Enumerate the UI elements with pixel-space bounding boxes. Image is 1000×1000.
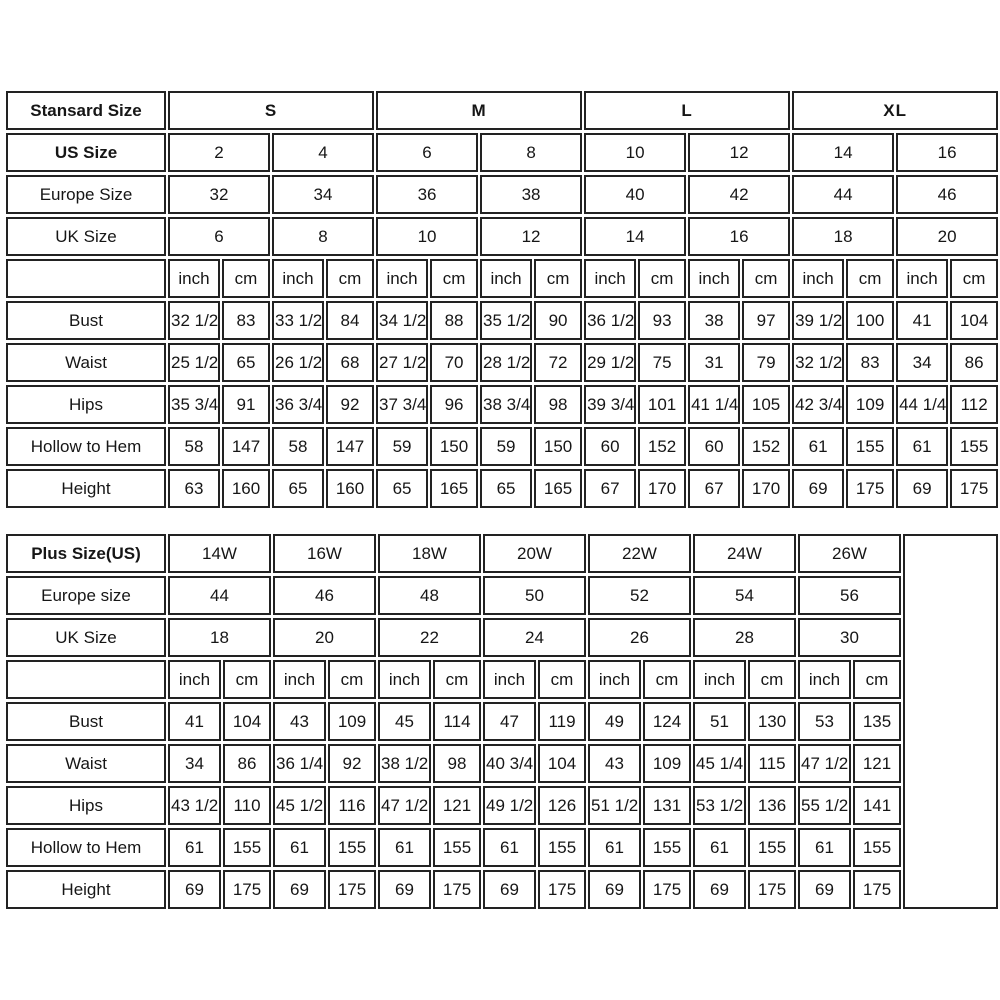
plus-size-value-cell: 26 (588, 618, 691, 657)
plus-unit-header: inch (483, 660, 536, 699)
standard-size-value-cell: 46 (896, 175, 998, 214)
standard-unit-header: inch (376, 259, 428, 298)
plus-measure-value-cell: 41 (168, 702, 221, 741)
plus-row-label: UK Size (6, 618, 166, 657)
plus-measure-value-cell: 53 (798, 702, 851, 741)
standard-unit-header: inch (168, 259, 220, 298)
standard-measure-value-cell: 105 (742, 385, 790, 424)
standard-measure-value-cell: 170 (742, 469, 790, 508)
standard-unit-header: cm (950, 259, 998, 298)
standard-measure-value-cell: 98 (534, 385, 582, 424)
plus-measure-value-cell: 51 1/2 (588, 786, 641, 825)
plus-measure-value-cell: 61 (273, 828, 326, 867)
plus-measure-value-cell: 69 (168, 870, 221, 909)
standard-row-label: Hollow to Hem (6, 427, 166, 466)
plus-measure-value-cell: 51 (693, 702, 746, 741)
plus-measure-value-cell: 45 1/4 (693, 744, 746, 783)
plus-unit-header: cm (223, 660, 271, 699)
plus-size-value-cell: 52 (588, 576, 691, 615)
plus-measure-value-cell: 47 (483, 702, 536, 741)
plus-size-group-header: 22W (588, 534, 691, 573)
plus-size-value-cell: 20 (273, 618, 376, 657)
plus-unit-header: cm (748, 660, 796, 699)
standard-measure-value-cell: 35 1/2 (480, 301, 532, 340)
plus-measure-value-cell: 61 (588, 828, 641, 867)
plus-measure-value-cell: 36 1/4 (273, 744, 326, 783)
plus-measure-value-cell: 69 (378, 870, 431, 909)
plus-measure-value-cell: 69 (273, 870, 326, 909)
standard-measure-value-cell: 69 (896, 469, 948, 508)
standard-size-value-cell: 12 (480, 217, 582, 256)
standard-measure-value-cell: 67 (688, 469, 740, 508)
standard-unit-header: inch (272, 259, 324, 298)
standard-measure-value-cell: 68 (326, 343, 374, 382)
plus-table-title: Plus Size(US) (6, 534, 166, 573)
plus-row-label: Waist (6, 744, 166, 783)
standard-unit-row (6, 259, 998, 298)
plus-measure-row (6, 786, 998, 825)
plus-measure-value-cell: 136 (748, 786, 796, 825)
standard-measure-value-cell: 39 1/2 (792, 301, 844, 340)
plus-measure-value-cell: 121 (853, 744, 901, 783)
standard-size-value-cell: 36 (376, 175, 478, 214)
plus-measure-value-cell: 141 (853, 786, 901, 825)
plus-empty-column (903, 534, 998, 909)
standard-measure-value-cell: 63 (168, 469, 220, 508)
standard-size-value-cell: 16 (688, 217, 790, 256)
standard-measure-row (6, 385, 998, 424)
standard-simple-row (6, 175, 998, 214)
plus-size-value-cell: 22 (378, 618, 481, 657)
standard-measure-value-cell: 101 (638, 385, 686, 424)
standard-unit-header: cm (222, 259, 270, 298)
standard-measure-row (6, 427, 998, 466)
standard-measure-value-cell: 60 (688, 427, 740, 466)
standard-row-label: Hips (6, 385, 166, 424)
plus-measure-value-cell: 40 3/4 (483, 744, 536, 783)
standard-measure-value-cell: 41 (896, 301, 948, 340)
plus-measure-value-cell: 34 (168, 744, 221, 783)
standard-measure-value-cell: 88 (430, 301, 478, 340)
plus-measure-value-cell: 43 (588, 744, 641, 783)
standard-unit-header: cm (326, 259, 374, 298)
plus-measure-value-cell: 61 (168, 828, 221, 867)
standard-row-label: Bust (6, 301, 166, 340)
standard-measure-row (6, 469, 998, 508)
plus-measure-value-cell: 69 (483, 870, 536, 909)
standard-measure-value-cell: 39 3/4 (584, 385, 636, 424)
standard-measure-value-cell: 91 (222, 385, 270, 424)
standard-size-chart (4, 88, 1000, 511)
standard-size-value-cell: 6 (168, 217, 270, 256)
standard-measure-value-cell: 61 (896, 427, 948, 466)
standard-size-value-cell: 42 (688, 175, 790, 214)
standard-measure-value-cell: 61 (792, 427, 844, 466)
standard-size-value-cell: 6 (376, 133, 478, 172)
plus-size-group-header: 20W (483, 534, 586, 573)
plus-size-value-cell: 44 (168, 576, 271, 615)
plus-measure-value-cell: 155 (643, 828, 691, 867)
standard-size-value-cell: 16 (896, 133, 998, 172)
standard-measure-value-cell: 152 (742, 427, 790, 466)
plus-measure-value-cell: 116 (328, 786, 376, 825)
plus-measure-value-cell: 175 (748, 870, 796, 909)
plus-measure-value-cell: 61 (483, 828, 536, 867)
standard-measure-value-cell: 150 (430, 427, 478, 466)
plus-unit-header: inch (273, 660, 326, 699)
standard-size-value-cell: 32 (168, 175, 270, 214)
standard-measure-value-cell: 44 1/4 (896, 385, 948, 424)
standard-measure-value-cell: 155 (950, 427, 998, 466)
standard-measure-value-cell: 160 (326, 469, 374, 508)
plus-size-value-cell: 50 (483, 576, 586, 615)
standard-measure-value-cell: 147 (222, 427, 270, 466)
plus-row-label: Height (6, 870, 166, 909)
plus-measure-value-cell: 135 (853, 702, 901, 741)
plus-unit-header: cm (433, 660, 481, 699)
standard-measure-value-cell: 72 (534, 343, 582, 382)
plus-measure-value-cell: 124 (643, 702, 691, 741)
standard-measure-value-cell: 38 3/4 (480, 385, 532, 424)
plus-measure-value-cell: 55 1/2 (798, 786, 851, 825)
standard-measure-value-cell: 28 1/2 (480, 343, 532, 382)
standard-measure-value-cell: 112 (950, 385, 998, 424)
plus-size-value-cell: 30 (798, 618, 901, 657)
plus-measure-value-cell: 130 (748, 702, 796, 741)
standard-measure-value-cell: 155 (846, 427, 894, 466)
standard-size-value-cell: 18 (792, 217, 894, 256)
standard-size-group-header: L (584, 91, 790, 130)
plus-measure-value-cell: 155 (433, 828, 481, 867)
standard-row-label: Height (6, 469, 166, 508)
standard-measure-value-cell: 96 (430, 385, 478, 424)
standard-measure-value-cell: 92 (326, 385, 374, 424)
standard-row-label: US Size (6, 133, 166, 172)
plus-measure-value-cell: 115 (748, 744, 796, 783)
plus-unit-header: cm (538, 660, 586, 699)
plus-measure-value-cell: 175 (538, 870, 586, 909)
standard-size-value-cell: 4 (272, 133, 374, 172)
standard-measure-value-cell: 36 3/4 (272, 385, 324, 424)
standard-unit-header: inch (896, 259, 948, 298)
standard-unit-header: cm (742, 259, 790, 298)
standard-measure-value-cell: 83 (846, 343, 894, 382)
plus-measure-value-cell: 61 (693, 828, 746, 867)
plus-size-group-header: 24W (693, 534, 796, 573)
standard-measure-value-cell: 33 1/2 (272, 301, 324, 340)
standard-size-value-cell: 8 (272, 217, 374, 256)
plus-measure-value-cell: 43 (273, 702, 326, 741)
plus-measure-value-cell: 47 1/2 (378, 786, 431, 825)
standard-size-value-cell: 20 (896, 217, 998, 256)
standard-size-value-cell: 38 (480, 175, 582, 214)
plus-measure-value-cell: 47 1/2 (798, 744, 851, 783)
standard-measure-value-cell: 83 (222, 301, 270, 340)
plus-header-row (6, 534, 998, 573)
standard-measure-value-cell: 104 (950, 301, 998, 340)
plus-measure-value-cell: 49 (588, 702, 641, 741)
standard-size-table (4, 88, 1000, 511)
standard-measure-value-cell: 42 3/4 (792, 385, 844, 424)
standard-measure-value-cell: 65 (222, 343, 270, 382)
plus-measure-value-cell: 155 (853, 828, 901, 867)
standard-measure-value-cell: 165 (534, 469, 582, 508)
plus-measure-value-cell: 53 1/2 (693, 786, 746, 825)
standard-measure-value-cell: 32 1/2 (168, 301, 220, 340)
plus-measure-value-cell: 98 (433, 744, 481, 783)
standard-unit-header: inch (480, 259, 532, 298)
standard-measure-value-cell: 36 1/2 (584, 301, 636, 340)
plus-measure-value-cell: 126 (538, 786, 586, 825)
plus-measure-value-cell: 43 1/2 (168, 786, 221, 825)
standard-row-label: Europe Size (6, 175, 166, 214)
standard-size-value-cell: 12 (688, 133, 790, 172)
standard-measure-value-cell: 175 (950, 469, 998, 508)
standard-unit-header: inch (688, 259, 740, 298)
standard-size-group-header: XL (792, 91, 998, 130)
standard-measure-value-cell: 25 1/2 (168, 343, 220, 382)
plus-simple-row (6, 618, 998, 657)
plus-measure-value-cell: 69 (693, 870, 746, 909)
standard-unit-row-blank (6, 259, 166, 298)
standard-size-value-cell: 10 (584, 133, 686, 172)
plus-unit-header: cm (328, 660, 376, 699)
plus-size-value-cell: 54 (693, 576, 796, 615)
standard-size-group-header: S (168, 91, 374, 130)
standard-row-label: Waist (6, 343, 166, 382)
standard-measure-value-cell: 41 1/4 (688, 385, 740, 424)
plus-size-value-cell: 24 (483, 618, 586, 657)
standard-size-value-cell: 14 (792, 133, 894, 172)
standard-measure-value-cell: 26 1/2 (272, 343, 324, 382)
standard-measure-value-cell: 86 (950, 343, 998, 382)
plus-size-value-cell: 48 (378, 576, 481, 615)
standard-size-value-cell: 34 (272, 175, 374, 214)
plus-measure-value-cell: 45 (378, 702, 431, 741)
plus-size-value-cell: 18 (168, 618, 271, 657)
standard-measure-value-cell: 97 (742, 301, 790, 340)
plus-measure-value-cell: 131 (643, 786, 691, 825)
standard-measure-value-cell: 59 (480, 427, 532, 466)
standard-size-value-cell: 40 (584, 175, 686, 214)
plus-size-table (4, 531, 1000, 912)
standard-measure-row (6, 343, 998, 382)
standard-size-value-cell: 44 (792, 175, 894, 214)
standard-size-value-cell: 14 (584, 217, 686, 256)
standard-measure-value-cell: 150 (534, 427, 582, 466)
standard-measure-value-cell: 100 (846, 301, 894, 340)
standard-measure-value-cell: 29 1/2 (584, 343, 636, 382)
plus-unit-row (6, 660, 998, 699)
plus-measure-value-cell: 175 (328, 870, 376, 909)
standard-unit-header: cm (846, 259, 894, 298)
standard-unit-header: inch (584, 259, 636, 298)
plus-measure-value-cell: 155 (328, 828, 376, 867)
plus-unit-header: cm (853, 660, 901, 699)
standard-header-row (6, 91, 998, 130)
plus-row-label: Hips (6, 786, 166, 825)
standard-measure-value-cell: 65 (272, 469, 324, 508)
standard-measure-value-cell: 69 (792, 469, 844, 508)
plus-size-value-cell: 28 (693, 618, 796, 657)
plus-unit-row-blank (6, 660, 166, 699)
plus-measure-value-cell: 109 (328, 702, 376, 741)
plus-measure-value-cell: 110 (223, 786, 271, 825)
standard-size-value-cell: 8 (480, 133, 582, 172)
plus-measure-value-cell: 119 (538, 702, 586, 741)
plus-measure-row (6, 870, 998, 909)
standard-measure-value-cell: 58 (272, 427, 324, 466)
standard-measure-value-cell: 59 (376, 427, 428, 466)
standard-measure-value-cell: 27 1/2 (376, 343, 428, 382)
standard-measure-value-cell: 170 (638, 469, 686, 508)
standard-measure-value-cell: 84 (326, 301, 374, 340)
plus-measure-value-cell: 92 (328, 744, 376, 783)
standard-unit-header: cm (534, 259, 582, 298)
standard-measure-value-cell: 34 (896, 343, 948, 382)
plus-measure-value-cell: 61 (378, 828, 431, 867)
standard-row-label: UK Size (6, 217, 166, 256)
plus-unit-header: inch (693, 660, 746, 699)
plus-row-label: Hollow to Hem (6, 828, 166, 867)
standard-measure-value-cell: 32 1/2 (792, 343, 844, 382)
standard-size-value-cell: 2 (168, 133, 270, 172)
standard-simple-row (6, 217, 998, 256)
plus-size-value-cell: 56 (798, 576, 901, 615)
plus-size-value-cell: 46 (273, 576, 376, 615)
plus-measure-value-cell: 109 (643, 744, 691, 783)
standard-measure-value-cell: 152 (638, 427, 686, 466)
standard-unit-header: cm (638, 259, 686, 298)
plus-simple-row (6, 576, 998, 615)
standard-unit-header: inch (792, 259, 844, 298)
standard-table-title: Stansard Size (6, 91, 166, 130)
standard-measure-value-cell: 75 (638, 343, 686, 382)
standard-measure-value-cell: 65 (376, 469, 428, 508)
plus-measure-value-cell: 69 (588, 870, 641, 909)
standard-measure-value-cell: 60 (584, 427, 636, 466)
plus-unit-header: inch (798, 660, 851, 699)
standard-measure-value-cell: 93 (638, 301, 686, 340)
plus-measure-value-cell: 45 1/2 (273, 786, 326, 825)
standard-measure-value-cell: 90 (534, 301, 582, 340)
plus-size-group-header: 16W (273, 534, 376, 573)
plus-measure-value-cell: 61 (798, 828, 851, 867)
plus-measure-value-cell: 38 1/2 (378, 744, 431, 783)
plus-unit-header: inch (168, 660, 221, 699)
plus-measure-row (6, 702, 998, 741)
standard-measure-value-cell: 175 (846, 469, 894, 508)
plus-measure-value-cell: 104 (223, 702, 271, 741)
plus-size-chart (4, 531, 1000, 912)
standard-measure-value-cell: 65 (480, 469, 532, 508)
plus-row-label: Europe size (6, 576, 166, 615)
standard-measure-value-cell: 79 (742, 343, 790, 382)
plus-row-label: Bust (6, 702, 166, 741)
plus-measure-value-cell: 69 (798, 870, 851, 909)
plus-size-group-header: 26W (798, 534, 901, 573)
standard-measure-value-cell: 147 (326, 427, 374, 466)
standard-measure-row (6, 301, 998, 340)
standard-measure-value-cell: 31 (688, 343, 740, 382)
plus-measure-value-cell: 49 1/2 (483, 786, 536, 825)
plus-measure-value-cell: 175 (853, 870, 901, 909)
plus-measure-row (6, 828, 998, 867)
plus-unit-header: cm (643, 660, 691, 699)
standard-measure-value-cell: 37 3/4 (376, 385, 428, 424)
plus-measure-value-cell: 121 (433, 786, 481, 825)
standard-measure-value-cell: 35 3/4 (168, 385, 220, 424)
plus-unit-header: inch (588, 660, 641, 699)
plus-measure-row (6, 744, 998, 783)
standard-size-value-cell: 10 (376, 217, 478, 256)
plus-measure-value-cell: 175 (433, 870, 481, 909)
standard-measure-value-cell: 67 (584, 469, 636, 508)
plus-measure-value-cell: 155 (748, 828, 796, 867)
plus-unit-header: inch (378, 660, 431, 699)
plus-measure-value-cell: 175 (223, 870, 271, 909)
standard-measure-value-cell: 34 1/2 (376, 301, 428, 340)
standard-size-group-header: M (376, 91, 582, 130)
standard-measure-value-cell: 160 (222, 469, 270, 508)
standard-simple-row (6, 133, 998, 172)
standard-measure-value-cell: 38 (688, 301, 740, 340)
plus-measure-value-cell: 86 (223, 744, 271, 783)
plus-measure-value-cell: 104 (538, 744, 586, 783)
standard-measure-value-cell: 109 (846, 385, 894, 424)
standard-measure-value-cell: 165 (430, 469, 478, 508)
plus-size-group-header: 14W (168, 534, 271, 573)
plus-size-group-header: 18W (378, 534, 481, 573)
plus-measure-value-cell: 155 (223, 828, 271, 867)
standard-measure-value-cell: 70 (430, 343, 478, 382)
standard-measure-value-cell: 58 (168, 427, 220, 466)
plus-measure-value-cell: 114 (433, 702, 481, 741)
plus-measure-value-cell: 155 (538, 828, 586, 867)
standard-unit-header: cm (430, 259, 478, 298)
plus-measure-value-cell: 175 (643, 870, 691, 909)
